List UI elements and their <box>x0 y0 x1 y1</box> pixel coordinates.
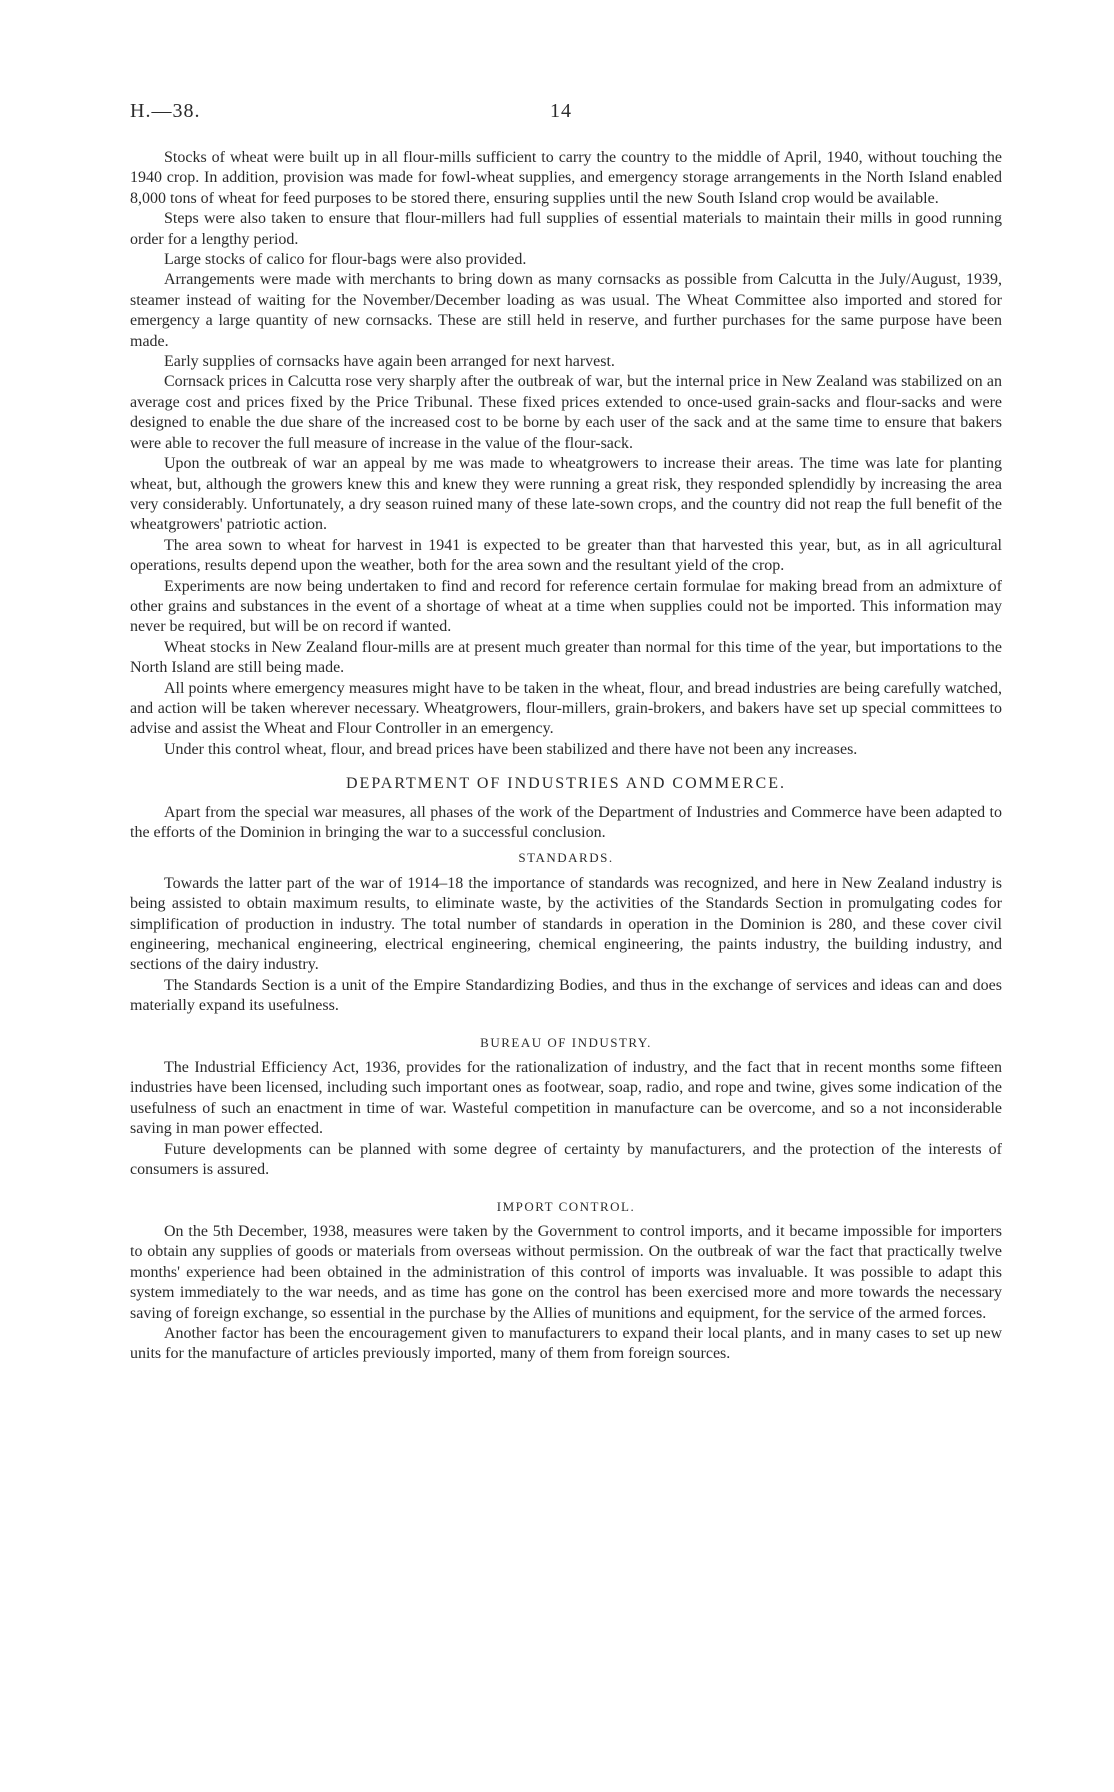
page-header <box>130 100 985 130</box>
paragraph-import-measures: On the 5th December, 1938, measures were taken by the Government to control imports, and it became impossible for importers to obtain any supplies of goods or materials from overseas without permission. On the outbreak of war the fact that practically twelve months' experience had been obtained in the administration of this control of imports was invaluable. It was possible to adapt this system immediately to the war needs, and as time has gone on the control has been exercised more and more towards the necessary saving of foreign exchange, so essential in the purchase by the Allies of munitions and equipment, for the service of the armed forces. <box>130 1222 1002 1322</box>
paragraph-bread-experiments: Experiments are now being undertaken to find and record for reference certain formulae for making bread from an admixture of other grains and substances in the event of a shortage of wheat at a time when supplies could not be imported. This information may never be required, but will be on record if wanted. <box>130 577 1002 636</box>
paragraph-flour-millers-supplies: Steps were also taken to ensure that flour-millers had full supplies of essential materials to maintain their mills in good running order for a lengthy period. <box>130 210 1002 248</box>
page-number: 14 <box>550 100 572 122</box>
document-reference: H.—38. <box>130 100 201 122</box>
paragraph-standards-section: The Standards Section is a unit of the Empire Standardizing Bodies, and thus in the exchange of services and ideas can and does materially expand its usefulness. <box>130 976 1002 1015</box>
paragraph-area-sown: The area sown to wheat for harvest in 1941 is expected to be greater than that harvested this year, but, as in all agricultural operations, results depend upon the weather, both for the area sown and the resultant yield of the crop. <box>130 536 1002 575</box>
subsection-heading-bureau: BUREAU OF INDUSTRY. <box>480 1034 652 1050</box>
paragraph-department-intro: Apart from the special war measures, all phases of the work of the Department of Industries and Commerce have been adapted to the efforts of the Dominion in bringing the war to a successful conclusion. <box>130 803 1002 841</box>
paragraph-early-supplies: Early supplies of cornsacks have again been arranged for next harvest. <box>164 353 615 371</box>
subsection-heading-import-control: IMPORT CONTROL. <box>496 1198 636 1214</box>
page-content <box>130 148 1002 1365</box>
paragraph-cornsack-arrangements: Arrangements were made with merchants to bring down as many cornsacks as possible from Calcutta in the July/August, 1939, steamer instead of waiting for the November/December loading as was usual. The Wheat Committee also imported and stored for emergency a large quantity of new cornsacks. These are still held in reserve, and further purchases for the same purpose have been made. <box>130 271 1002 350</box>
paragraph-future-developments: Future developments can be planned with some degree of certainty by manufacturers, and the protection of the interests of consumers is assured. <box>130 1140 1002 1179</box>
paragraph-emergency-measures: All points where emergency measures might have to be taken in the wheat, flour, and bread industries are being carefully watched, and action will be taken wherever necessary. Wheatgrowers, flour-millers, grain-brokers, and bakers have set up special committees to advise and assist the Wheat and Flour Controller in an emergency. <box>130 679 1002 738</box>
subsection-heading-standards: STANDARDS. <box>518 850 614 866</box>
paragraph-industrial-efficiency: The Industrial Efficiency Act, 1936, provides for the rationalization of industry, and the fact that in recent months some fifteen industries have been licensed, including such important ones as footwear, soap, radio, and rope and twine, gives some indication of the usefulness of such an enactment in time of war. Wasteful competition in manufacture can be overcome, and so a not inconsiderable saving in man power effected. <box>130 1059 1002 1138</box>
paragraph-wheat-stocks-present: Wheat stocks in New Zealand flour-mills are at present much greater than normal for this time of the year, but importations to the North Island are still being made. <box>130 638 1002 677</box>
paragraph-prices-stabilized: Under this control wheat, flour, and bread prices have been stabilized and there have not been any increases. <box>164 740 858 758</box>
paragraph-calico-stocks: Large stocks of calico for flour-bags were also provided. <box>164 251 527 269</box>
paragraph-local-plants: Another factor has been the encouragement given to manufacturers to expand their local plants, and in many cases to set up new units for the manufacture of articles previously imported, many of them from foreign sources. <box>130 1324 1002 1363</box>
paragraph-wheatgrowers-appeal: Upon the outbreak of war an appeal by me was made to wheatgrowers to increase their areas. The time was late for planting wheat, but, although the growers knew this and knew they were running a great risk, they responded splendidly by increasing the area very considerably. Unfortunately, a dry season ruined many of these late-sown crops, and the country did not reap the full benefit of the wheatgrowers' patriotic action. <box>130 455 1002 534</box>
section-heading-department: DEPARTMENT OF INDUSTRIES AND COMMERCE. <box>346 775 786 793</box>
paragraph-standards-history: Towards the latter part of the war of 1914–18 the importance of standards was recognized, and here in New Zealand industry is being assisted to obtain maximum results, to eliminate waste, by the activities of the Standards Section in promulgating codes for simplification of production in industry. The total number of standards in operation in the Dominion is 280, and these cover civil engineering, mechanical engineering, electrical engineering, chemical engineering, the paints industry, the building industry, and sections of the dairy industry. <box>130 874 1002 974</box>
paragraph-wheat-stocks: Stocks of wheat were built up in all flour-mills sufficient to carry the country to the middle of April, 1940, without touching the 1940 crop. In addition, provision was made for fowl-wheat supplies, and emergency storage arrangements in the North Island enabled 8,000 tons of wheat for feed purposes to be stored there, ensuring supplies until the new South Island crop would be available. <box>130 149 1002 207</box>
paragraph-cornsack-prices: Cornsack prices in Calcutta rose very sharply after the outbreak of war, but the internal price in New Zealand was stabilized on an average cost and prices fixed by the Price Tribunal. These fixed prices extended to once-used grain-sacks and flour-sacks and were designed to enable the due share of the increased cost to be borne by each user of the sack and at the same time to ensure that bakers were able to recover the full measure of increase in the value of the flour-sack. <box>130 373 1002 452</box>
